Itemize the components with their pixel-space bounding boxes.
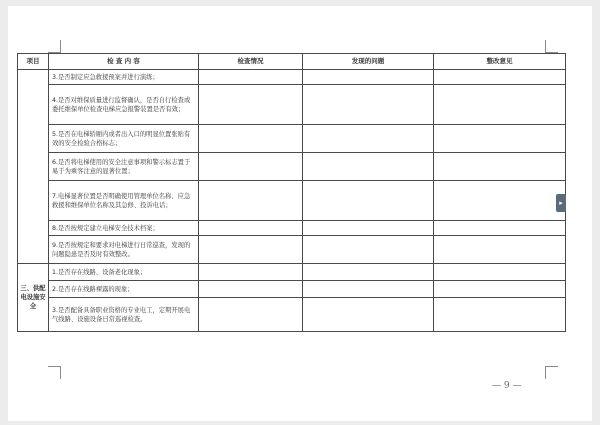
issues-cell[interactable] xyxy=(303,153,434,181)
crop-mark-bottom-left xyxy=(48,366,61,379)
content-cell: 3.是否制定应急救援预案并进行演练； xyxy=(49,70,199,85)
content-cell: 7.电梯显著位置是否明确使用管理单位名称、应急救援和维保单位名称及其急修、投诉电话； xyxy=(49,181,199,221)
content-cell: 5.是否在电梯轿厢内或者出入口的明显位置张贴有效的安全检验合格标志； xyxy=(49,125,199,153)
issues-cell[interactable] xyxy=(303,125,434,153)
issues-cell[interactable] xyxy=(303,264,434,281)
crop-mark-bottom-right xyxy=(545,366,558,379)
status-cell[interactable] xyxy=(199,153,303,181)
rectification-cell[interactable] xyxy=(434,181,566,221)
rectification-cell[interactable] xyxy=(434,281,566,298)
page-number: — 9 — xyxy=(492,381,522,391)
content-cell: 6.是否将电梯使用的安全注意事项和警示标志置于易于为乘客注意的显著位置； xyxy=(49,153,199,181)
item-cell-elevator xyxy=(18,70,49,264)
crop-mark-top-right xyxy=(545,40,558,53)
table-row xyxy=(18,181,566,221)
rectification-cell[interactable] xyxy=(434,70,566,85)
status-cell[interactable] xyxy=(199,85,303,125)
rectification-cell[interactable] xyxy=(434,298,566,332)
header-content: 检 查 内 容 xyxy=(49,54,199,70)
table-row xyxy=(18,264,566,281)
header-rectification: 整改意见 xyxy=(434,54,566,70)
status-cell[interactable] xyxy=(199,221,303,236)
chevron-right-icon: ▸ xyxy=(559,199,563,207)
issues-cell[interactable] xyxy=(303,70,434,85)
status-cell[interactable] xyxy=(199,236,303,264)
rectification-cell[interactable] xyxy=(434,236,566,264)
crop-mark-top-left xyxy=(48,40,61,53)
status-cell[interactable] xyxy=(199,181,303,221)
table-row xyxy=(18,281,566,298)
status-cell[interactable] xyxy=(199,298,303,332)
rectification-cell[interactable] xyxy=(434,221,566,236)
content-cell: 2.是否存在线路裸露的现象； xyxy=(49,281,199,298)
inspection-table xyxy=(17,53,566,332)
issues-cell[interactable] xyxy=(303,221,434,236)
rectification-cell[interactable] xyxy=(434,264,566,281)
content-cell: 8.是否按规定建立电梯安全技术档案； xyxy=(49,221,199,236)
table-row xyxy=(18,298,566,332)
header-status: 检查情况 xyxy=(199,54,303,70)
issues-cell[interactable] xyxy=(303,181,434,221)
issues-cell[interactable] xyxy=(303,298,434,332)
header-issues: 发现的问题 xyxy=(303,54,434,70)
content-cell: 1.是否存在线路、设备老化现象； xyxy=(49,264,199,281)
content-cell: 4.是否对维保质量进行监督确认，是否自行检查或委托维保单位检查电梯应急报警装置是否有效； xyxy=(49,85,199,125)
table-row xyxy=(18,236,566,264)
rectification-cell[interactable] xyxy=(434,125,566,153)
rectification-cell[interactable] xyxy=(434,85,566,125)
issues-cell[interactable] xyxy=(303,281,434,298)
item-cell-power: 三、供配电设施安全 xyxy=(18,264,49,332)
side-expand-tab[interactable] xyxy=(556,194,566,212)
status-cell[interactable] xyxy=(199,125,303,153)
table-header-row xyxy=(18,54,566,70)
table-row xyxy=(18,221,566,236)
table-row xyxy=(18,153,566,181)
content-cell: 3.是否配备具备职业资格的专业电工，定期开展电气线路、设施设备日常巡视检查。 xyxy=(49,298,199,332)
status-cell[interactable] xyxy=(199,70,303,85)
status-cell[interactable] xyxy=(199,264,303,281)
header-item: 项目 xyxy=(18,54,49,70)
issues-cell[interactable] xyxy=(303,85,434,125)
table-row xyxy=(18,70,566,85)
table-row xyxy=(18,85,566,125)
rectification-cell[interactable] xyxy=(434,153,566,181)
status-cell[interactable] xyxy=(199,281,303,298)
content-cell: 9.是否按规定和要求对电梯进行日常巡查，发现的问题隐患是否及时有效整改。 xyxy=(49,236,199,264)
issues-cell[interactable] xyxy=(303,236,434,264)
table-row xyxy=(18,125,566,153)
